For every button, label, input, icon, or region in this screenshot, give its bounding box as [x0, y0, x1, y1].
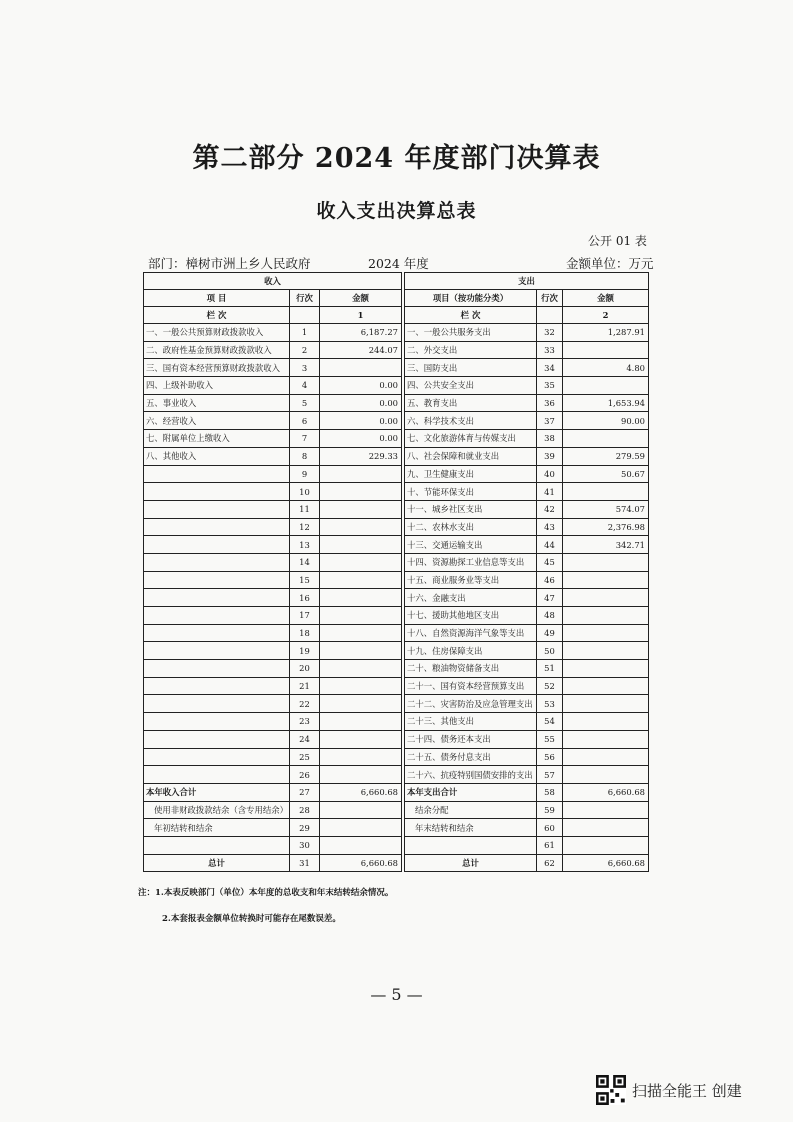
- expense-line-no: 61: [537, 836, 563, 854]
- income-line-index: [290, 307, 320, 324]
- expense-item: 二十三、其他支出: [405, 713, 537, 731]
- expense-amount: [563, 801, 649, 819]
- income-amount: 0.00: [320, 394, 402, 412]
- income-line-no: 18: [290, 624, 320, 642]
- section-header-row: [144, 273, 649, 290]
- expense-amount: 4.80: [563, 359, 649, 377]
- expense-line-no: 45: [537, 553, 563, 571]
- income-line-no: 31: [290, 854, 320, 872]
- year-label: 2024 年度: [368, 256, 429, 271]
- table-row: [144, 430, 649, 448]
- expense-item: 十八、自然资源海洋气象等支出: [405, 624, 537, 642]
- income-item: [144, 589, 290, 607]
- table-title: 收入支出决算总表: [316, 200, 477, 222]
- table-row: [144, 783, 649, 801]
- income-line-no: 6: [290, 412, 320, 430]
- expense-item: 五、教育支出: [405, 394, 537, 412]
- expense-item: 总计: [405, 854, 537, 872]
- expense-item: 三、国防支出: [405, 359, 537, 377]
- income-amount: [320, 836, 402, 854]
- income-amount: [320, 536, 402, 554]
- income-amount: [320, 553, 402, 571]
- income-amount: [320, 589, 402, 607]
- expense-item: 十三、交通运输支出: [405, 536, 537, 554]
- table-row: [144, 412, 649, 430]
- expense-line-no: 54: [537, 713, 563, 731]
- scanner-watermark: [596, 1075, 742, 1105]
- expense-item: 八、社会保障和就业支出: [405, 447, 537, 465]
- expense-item: [405, 836, 537, 854]
- income-item: 八、其他收入: [144, 447, 290, 465]
- income-item: [144, 642, 290, 660]
- income-item: 本年收入合计: [144, 783, 290, 801]
- expense-line-no: 51: [537, 660, 563, 678]
- table-row: [144, 553, 649, 571]
- expense-amount: [563, 766, 649, 784]
- expense-line-no: 58: [537, 783, 563, 801]
- expense-line-no: 44: [537, 536, 563, 554]
- income-item: 三、国有资本经营预算财政拨款收入: [144, 359, 290, 377]
- income-line-no: 25: [290, 748, 320, 766]
- table-row: [144, 359, 649, 377]
- income-line-header: 行次: [290, 290, 320, 307]
- income-amount: [320, 730, 402, 748]
- table-row: [144, 483, 649, 501]
- income-line-no: 10: [290, 483, 320, 501]
- expense-amount: [563, 819, 649, 837]
- note-1: 注：1.本表反映部门（单位）本年度的总收支和年末结转结余情况。: [138, 888, 394, 898]
- expense-amount: 1,653.94: [563, 394, 649, 412]
- income-column-label: 栏 次: [144, 307, 290, 324]
- income-item: 四、上级补助收入: [144, 377, 290, 395]
- expense-amount: 2,376.98: [563, 518, 649, 536]
- income-line-no: 24: [290, 730, 320, 748]
- expense-amount: [563, 730, 649, 748]
- expense-amount: [563, 589, 649, 607]
- expense-line-no: 42: [537, 500, 563, 518]
- table-row: [144, 695, 649, 713]
- income-amount: [320, 801, 402, 819]
- income-amount: 6,660.68: [320, 854, 402, 872]
- expense-amount: [563, 430, 649, 448]
- table-row: [144, 660, 649, 678]
- table-row: [144, 589, 649, 607]
- income-line-no: 11: [290, 500, 320, 518]
- income-amount: [320, 713, 402, 731]
- income-amount: 6,187.27: [320, 324, 402, 342]
- expense-item: 本年支出合计: [405, 783, 537, 801]
- expense-amount: 6,660.68: [563, 783, 649, 801]
- income-line-no: 8: [290, 447, 320, 465]
- expense-amount: [563, 677, 649, 695]
- income-header: 收入: [144, 273, 402, 290]
- expense-item: 十六、金融支出: [405, 589, 537, 607]
- expense-amount: [563, 836, 649, 854]
- expense-line-no: 34: [537, 359, 563, 377]
- income-amount: [320, 483, 402, 501]
- expense-column-index: 2: [563, 307, 649, 324]
- income-line-no: 16: [290, 589, 320, 607]
- expense-line-no: 50: [537, 642, 563, 660]
- income-line-no: 12: [290, 518, 320, 536]
- expense-line-no: 49: [537, 624, 563, 642]
- income-amount: [320, 766, 402, 784]
- expense-item-header: 项目（按功能分类）: [405, 290, 537, 307]
- expense-item: 二十四、债务还本支出: [405, 730, 537, 748]
- income-line-no: 9: [290, 465, 320, 483]
- expense-line-no: 38: [537, 430, 563, 448]
- table-row: [144, 465, 649, 483]
- income-amount: 6,660.68: [320, 783, 402, 801]
- income-line-no: 23: [290, 713, 320, 731]
- income-line-no: 2: [290, 341, 320, 359]
- table-row: [144, 854, 649, 872]
- expense-item: 七、文化旅游体育与传媒支出: [405, 430, 537, 448]
- income-item: [144, 836, 290, 854]
- expense-item: 一、一般公共服务支出: [405, 324, 537, 342]
- expense-item: 二十五、债务付息支出: [405, 748, 537, 766]
- expense-amount: [563, 748, 649, 766]
- expense-amount: 574.07: [563, 500, 649, 518]
- income-amount: [320, 819, 402, 837]
- expense-item: 十四、资源勘探工业信息等支出: [405, 553, 537, 571]
- expense-line-no: 37: [537, 412, 563, 430]
- income-line-no: 21: [290, 677, 320, 695]
- expense-line-no: 33: [537, 341, 563, 359]
- income-amount: 0.00: [320, 377, 402, 395]
- income-amount: [320, 518, 402, 536]
- table-row: [144, 836, 649, 854]
- expense-item: 十、节能环保支出: [405, 483, 537, 501]
- table-row: [144, 571, 649, 589]
- expense-amount: 6,660.68: [563, 854, 649, 872]
- expense-item: 十五、商业服务业等支出: [405, 571, 537, 589]
- income-line-no: 13: [290, 536, 320, 554]
- expense-item: 四、公共安全支出: [405, 377, 537, 395]
- income-item: [144, 748, 290, 766]
- department-label: 部门：樟树市洲上乡人民政府: [148, 256, 311, 271]
- income-line-no: 19: [290, 642, 320, 660]
- expense-item: 二、外交支出: [405, 341, 537, 359]
- income-item: 七、附属单位上缴收入: [144, 430, 290, 448]
- income-item: [144, 695, 290, 713]
- watermark-text: 扫描全能王 创建: [632, 1081, 742, 1100]
- expense-column-label: 栏 次: [405, 307, 537, 324]
- expense-amount: 90.00: [563, 412, 649, 430]
- table-row: [144, 624, 649, 642]
- table-row: [144, 677, 649, 695]
- income-amount: [320, 500, 402, 518]
- qr-code-icon: [596, 1075, 626, 1105]
- expense-amount-header: 金额: [563, 290, 649, 307]
- income-line-no: 1: [290, 324, 320, 342]
- table-row: [144, 447, 649, 465]
- expense-line-no: 48: [537, 607, 563, 625]
- table-row: [144, 819, 649, 837]
- income-line-no: 15: [290, 571, 320, 589]
- table-row: [144, 377, 649, 395]
- table-row: [144, 713, 649, 731]
- income-amount: [320, 660, 402, 678]
- expense-line-no: 55: [537, 730, 563, 748]
- expense-amount: [563, 642, 649, 660]
- income-amount: [320, 624, 402, 642]
- expense-line-no: 53: [537, 695, 563, 713]
- income-line-no: 26: [290, 766, 320, 784]
- table-row: [144, 324, 649, 342]
- income-line-no: 20: [290, 660, 320, 678]
- income-line-no: 28: [290, 801, 320, 819]
- note-2: 2.本套报表金额单位转换时可能存在尾数误差。: [162, 914, 341, 924]
- expense-amount: [563, 341, 649, 359]
- expense-item: 结余分配: [405, 801, 537, 819]
- income-item: [144, 553, 290, 571]
- expense-line-no: 52: [537, 677, 563, 695]
- income-line-no: 4: [290, 377, 320, 395]
- expense-line-no: 43: [537, 518, 563, 536]
- income-amount: 244.07: [320, 341, 402, 359]
- expense-line-index: [537, 307, 563, 324]
- income-line-no: 22: [290, 695, 320, 713]
- expense-amount: [563, 624, 649, 642]
- income-amount-header: 金额: [320, 290, 402, 307]
- income-item: 五、事业收入: [144, 394, 290, 412]
- income-line-no: 5: [290, 394, 320, 412]
- expense-item: 二十六、抗疫特别国债安排的支出: [405, 766, 537, 784]
- income-amount: 0.00: [320, 430, 402, 448]
- income-amount: [320, 607, 402, 625]
- income-item: [144, 607, 290, 625]
- expense-header: 支出: [405, 273, 649, 290]
- income-line-no: 3: [290, 359, 320, 377]
- income-line-no: 29: [290, 819, 320, 837]
- income-item: [144, 766, 290, 784]
- expense-line-no: 41: [537, 483, 563, 501]
- expense-item: 十二、农林水支出: [405, 518, 537, 536]
- table-row: [144, 730, 649, 748]
- table-row: [144, 394, 649, 412]
- income-item: [144, 571, 290, 589]
- income-item: [144, 500, 290, 518]
- income-amount: [320, 748, 402, 766]
- income-line-no: 27: [290, 783, 320, 801]
- income-item: 二、政府性基金预算财政拨款收入: [144, 341, 290, 359]
- expense-amount: [563, 713, 649, 731]
- expense-amount: 1,287.91: [563, 324, 649, 342]
- income-expense-table: [143, 272, 649, 872]
- expense-item: 六、科学技术支出: [405, 412, 537, 430]
- expense-line-no: 39: [537, 447, 563, 465]
- expense-item: 十七、援助其他地区支出: [405, 607, 537, 625]
- income-item: [144, 677, 290, 695]
- income-line-no: 7: [290, 430, 320, 448]
- table-row: [144, 607, 649, 625]
- income-amount: [320, 677, 402, 695]
- income-line-no: 17: [290, 607, 320, 625]
- expense-item: 二十、粮油物资储备支出: [405, 660, 537, 678]
- income-item: [144, 518, 290, 536]
- income-item: [144, 624, 290, 642]
- income-item: 六、经营收入: [144, 412, 290, 430]
- expense-line-no: 56: [537, 748, 563, 766]
- income-item: [144, 465, 290, 483]
- table-row: [144, 500, 649, 518]
- expense-amount: [563, 483, 649, 501]
- expense-amount: [563, 571, 649, 589]
- table-row: [144, 801, 649, 819]
- expense-line-no: 62: [537, 854, 563, 872]
- expense-amount: [563, 553, 649, 571]
- income-amount: [320, 359, 402, 377]
- income-item-header: 项 目: [144, 290, 290, 307]
- part-title: 第二部分 2024 年度部门决算表: [192, 143, 601, 174]
- expense-item: 年末结转和结余: [405, 819, 537, 837]
- income-item: 年初结转和结余: [144, 819, 290, 837]
- income-item: [144, 660, 290, 678]
- expense-item: 二十二、灾害防治及应急管理支出: [405, 695, 537, 713]
- expense-item: 十九、住房保障支出: [405, 642, 537, 660]
- income-item: [144, 536, 290, 554]
- column-header-row: [144, 290, 649, 307]
- table-row: [144, 518, 649, 536]
- expense-line-no: 59: [537, 801, 563, 819]
- income-item: 总计: [144, 854, 290, 872]
- expense-line-no: 35: [537, 377, 563, 395]
- expense-line-no: 46: [537, 571, 563, 589]
- table-row: [144, 748, 649, 766]
- expense-item: 十一、城乡社区支出: [405, 500, 537, 518]
- income-amount: [320, 465, 402, 483]
- table-row: [144, 642, 649, 660]
- income-item: [144, 483, 290, 501]
- column-index-row: [144, 307, 649, 324]
- income-line-no: 30: [290, 836, 320, 854]
- unit-label: 金额单位：万元: [566, 256, 654, 271]
- expense-amount: [563, 377, 649, 395]
- expense-line-no: 60: [537, 819, 563, 837]
- expense-amount: [563, 607, 649, 625]
- expense-line-no: 47: [537, 589, 563, 607]
- form-code: 公开 01 表: [588, 234, 647, 248]
- income-amount: 0.00: [320, 412, 402, 430]
- expense-line-no: 32: [537, 324, 563, 342]
- table-row: [144, 536, 649, 554]
- expense-amount: 342.71: [563, 536, 649, 554]
- expense-line-no: 40: [537, 465, 563, 483]
- expense-amount: [563, 660, 649, 678]
- income-column-index: 1: [320, 307, 402, 324]
- expense-amount: [563, 695, 649, 713]
- page-number: — 5 —: [370, 985, 423, 1004]
- income-amount: [320, 571, 402, 589]
- expense-amount: 279.59: [563, 447, 649, 465]
- income-item: 使用非财政拨款结余（含专用结余）: [144, 801, 290, 819]
- expense-line-header: 行次: [537, 290, 563, 307]
- table-row: [144, 341, 649, 359]
- income-amount: [320, 695, 402, 713]
- expense-amount: 50.67: [563, 465, 649, 483]
- income-amount: [320, 642, 402, 660]
- expense-line-no: 57: [537, 766, 563, 784]
- income-amount: 229.33: [320, 447, 402, 465]
- income-item: [144, 730, 290, 748]
- income-item: 一、一般公共预算财政拨款收入: [144, 324, 290, 342]
- expense-line-no: 36: [537, 394, 563, 412]
- expense-item: 九、卫生健康支出: [405, 465, 537, 483]
- expense-item: 二十一、国有资本经营预算支出: [405, 677, 537, 695]
- income-line-no: 14: [290, 553, 320, 571]
- income-item: [144, 713, 290, 731]
- table-row: [144, 766, 649, 784]
